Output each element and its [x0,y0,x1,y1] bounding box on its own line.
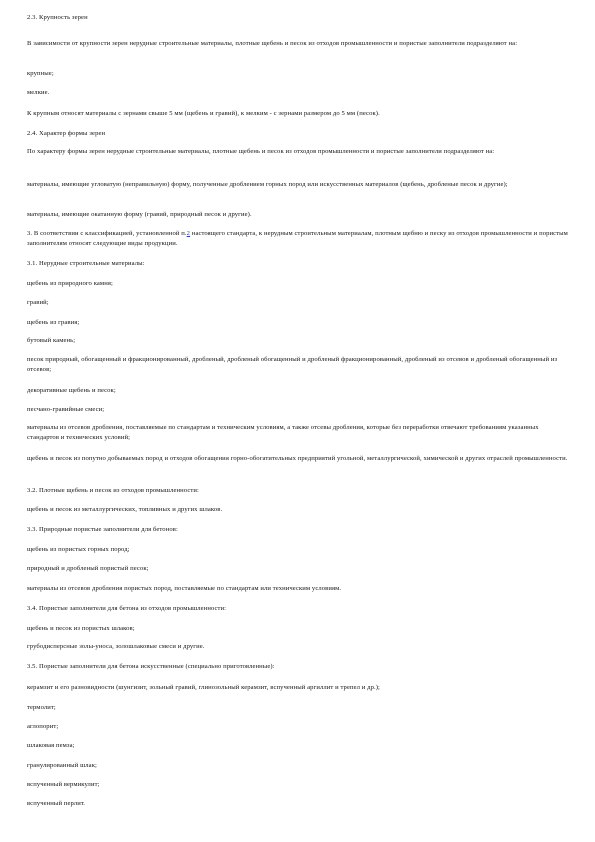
list-item: вспученный вермикулит; [27,781,100,788]
list-item: щебень из природного камня; [27,280,113,287]
list-item: песчано-гравийные смеси; [27,406,105,413]
list-item: песок природный, обогащенный и фракционированный, дробленый, дробленый обогащенный и дробленый фракционированный, дробленый из отсевов и дробленый обогащенный из отсевов; [27,356,558,374]
list-item: керамзит и его разновидности (шунгизит, зольный гравий, глинозольный керамзит, вспученный аргиллит и трепел и др.); [27,684,380,691]
list-item: материалы из отсевов дробления пористых пород, поставляемые по стандартам или техническим условиям. [27,585,342,592]
section-heading: 2.3. Крупность зерен [27,14,88,21]
list-item: мелкие. [27,89,50,96]
list-item: термолит; [27,704,56,711]
paragraph-with-link [27,229,572,250]
list-item: бутовый камень; [27,337,76,344]
list-item: крупные; [27,70,54,77]
section-heading: 3.3. Природные пористые заполнители для бетонов: [27,526,178,533]
list-item: материалы из отсевов дробления, поставляемые по стандартам и техническим условиям, а также отсевы дробления, которые без переработки отвечают требованиям указанных стандартов и технических условий; [27,424,539,442]
section-link[interactable]: 2 [186,230,191,237]
list-item: вспученный перлит. [27,800,86,807]
list-item: грубодисперсные золы-уноса, золошлаковые смеси и другие. [27,643,205,650]
section-heading: 3.2. Плотные щебень и песок из отходов промышленности: [27,487,199,494]
section-heading: 2.4. Характер формы зерен [27,130,106,137]
section-heading: 3.5. Пористые заполнители для бетона искусственные (специально приготовленные): [27,663,275,670]
list-item: гранулированный шлак; [27,762,97,769]
section-heading: 3.1. Нерудные строительные материалы: [27,260,145,267]
list-item: материалы, имеющие окатанную форму (гравий, природный песок и другие). [27,211,252,218]
list-item: щебень и песок из металлургических, топливных и других шлаков. [27,506,223,513]
list-item: аглопорит; [27,723,59,730]
paragraph-text-before: 3. В соответствии с классификацией, установленной п. [27,230,187,237]
list-item: щебень из гравия; [27,319,80,326]
list-item: гравий; [27,299,49,306]
section-heading: 3.4. Пористые заполнители для бетона из отходов промышленности: [27,605,227,612]
paragraph: По характеру формы зерен нерудные строительные материалы, плотные щебень и песок из отходов промышленности и пористые заполнители подразделяют на: [27,148,495,155]
list-item: декоративные щебень и песок; [27,387,116,394]
list-item: щебень и песок из пористых шлаков; [27,625,135,632]
list-item: щебень и песок из попутно добываемых пород и отходов обогащения горно-обогатительных предприятий угольной, металлургической, химической и других отраслей промышленности. [27,455,568,462]
list-item: щебень из пористых горных пород; [27,546,130,553]
list-item: природный и дробленый пористый песок; [27,565,149,572]
paragraph: К крупным относят материалы с зернами свыше 5 мм (щебень и гравий), к мелким - с зернами размером до 5 мм (песок). [27,110,380,117]
paragraph-text-after: настоящего стандарта, к нерудным строительным материалам, плотным щебню и песку из отходов промышленности и пористым заполнителям относят следующие виды продукции. [27,230,568,248]
list-item: шлаковая пемза; [27,742,75,749]
list-item: материалы, имеющие угловатую (неправильную) форму, полученные дроблением горных пород или искусственных материалов (щебень, дробленые песок и другие); [27,181,508,188]
paragraph: В зависимости от крупности зерен нерудные строительные материалы, плотные щебень и песок из отходов промышленности и пористые заполнители подразделяют на: [27,40,518,47]
